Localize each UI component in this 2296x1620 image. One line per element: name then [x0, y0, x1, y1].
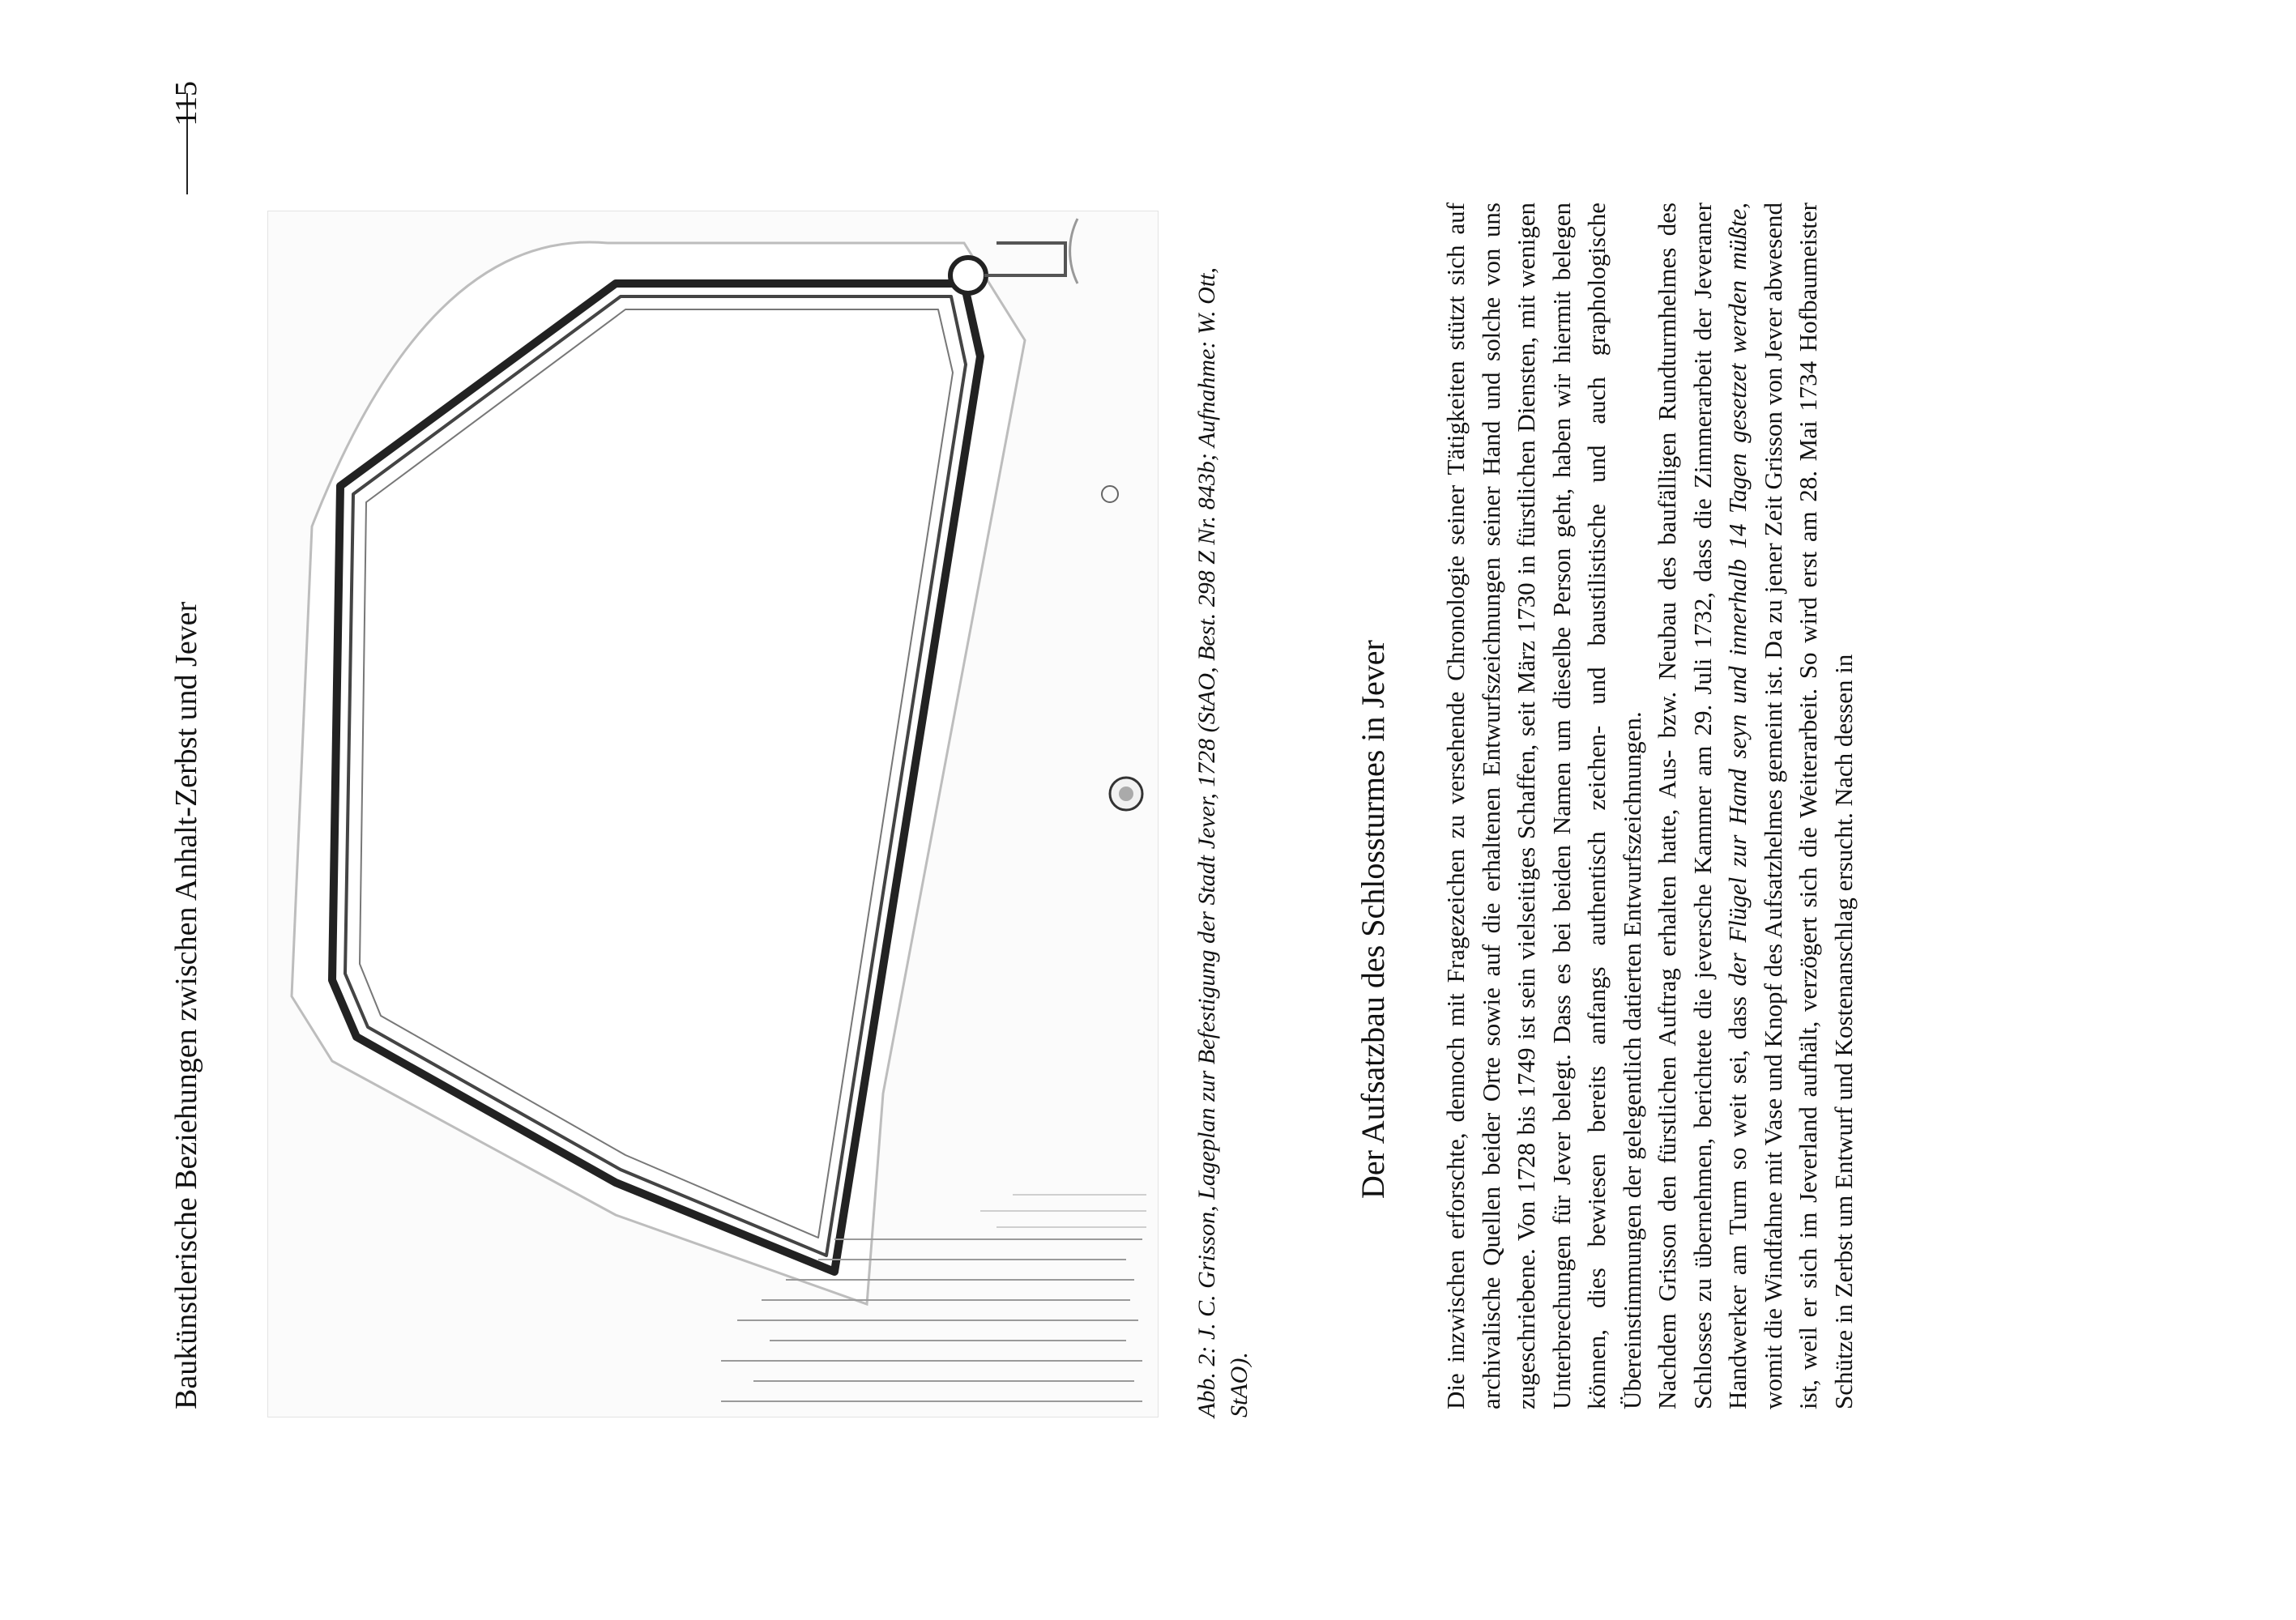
body-text [1438, 202, 1861, 1409]
section-heading: Der Aufsatzbau des Schlossturmes in Jever [1355, 640, 1391, 1199]
fortification-plan-image [267, 211, 1159, 1418]
paragraph-1: Die inzwischen erforschte, dennoch mit Fragezeichen zu versehende Chronologie seiner Tätigkeiten stützt sich auf archivalische Quellen beider Orte sowie auf die erhaltenen Entwurfszeichnungen seiner Hand und solche von uns zugeschriebene. Von 1728 bis 1749 ist sein vielseitiges Schaffen, seit März 1730 in fürstlichen Diensten, mit wenigen Unterbrechungen für Jever belegt. Dass es bei beiden Namen um dieselbe Person geht, haben wir hiermit belegen können, dies bewiesen bereits anfangs authentisch zeichen- und baustilistische und auch graphologische Übereinstimmungen der gelegentlich datierten Entwurfszeichnungen. [1441, 202, 1646, 1409]
running-header [162, 81, 211, 1409]
paragraph-2-quote: der Flügel zur Hand seyn und innerhalb 14 Tagen gesetzet werden müßte, [1723, 202, 1752, 987]
figure-caption: Abb. 2: J. C. Grisson, Lageplan zur Befestigung der Stadt Jever, 1728 (StAO, Best. 298 Z Nr. 843b; Aufnahme: W. Ott, StAO). [1193, 267, 1253, 1418]
paragraph-2-part-a: Nachdem Grisson den fürstlichen Auftrag erhalten hatte, Aus- bzw. Neubau des baufälligen Rundturmhelmes des Schlosses zu übernehmen, berichtete die jeversche Kammer am 29. Juli 1732, dass die Zimmerarbeit der Jeveraner Handwerker am Turm so weit sei, dass [1653, 202, 1752, 1409]
running-title: Baukünstlerische Beziehungen zwischen Anhalt-Zerbst und Jever [169, 601, 203, 1409]
paragraph-2 [1649, 202, 1861, 1409]
paragraph-2-part-b: womit die Windfahne mit Vase und Knopf des Aufsatzhelmes gemeint ist. Da zu jener Zeit Grisson von Jever abwesend ist, weil er sich im Jeverland aufhält, verzögert sich die Weiterarbeit. So wird erst am 28. Mai 1734 Hofbaumeister Schütze in Zerbst um Entwurf und Kostenanschlag ersucht. Nach dessen in [1758, 202, 1858, 1409]
page-number: 115 [169, 81, 203, 126]
fortification-plan-figure [267, 211, 1159, 1418]
